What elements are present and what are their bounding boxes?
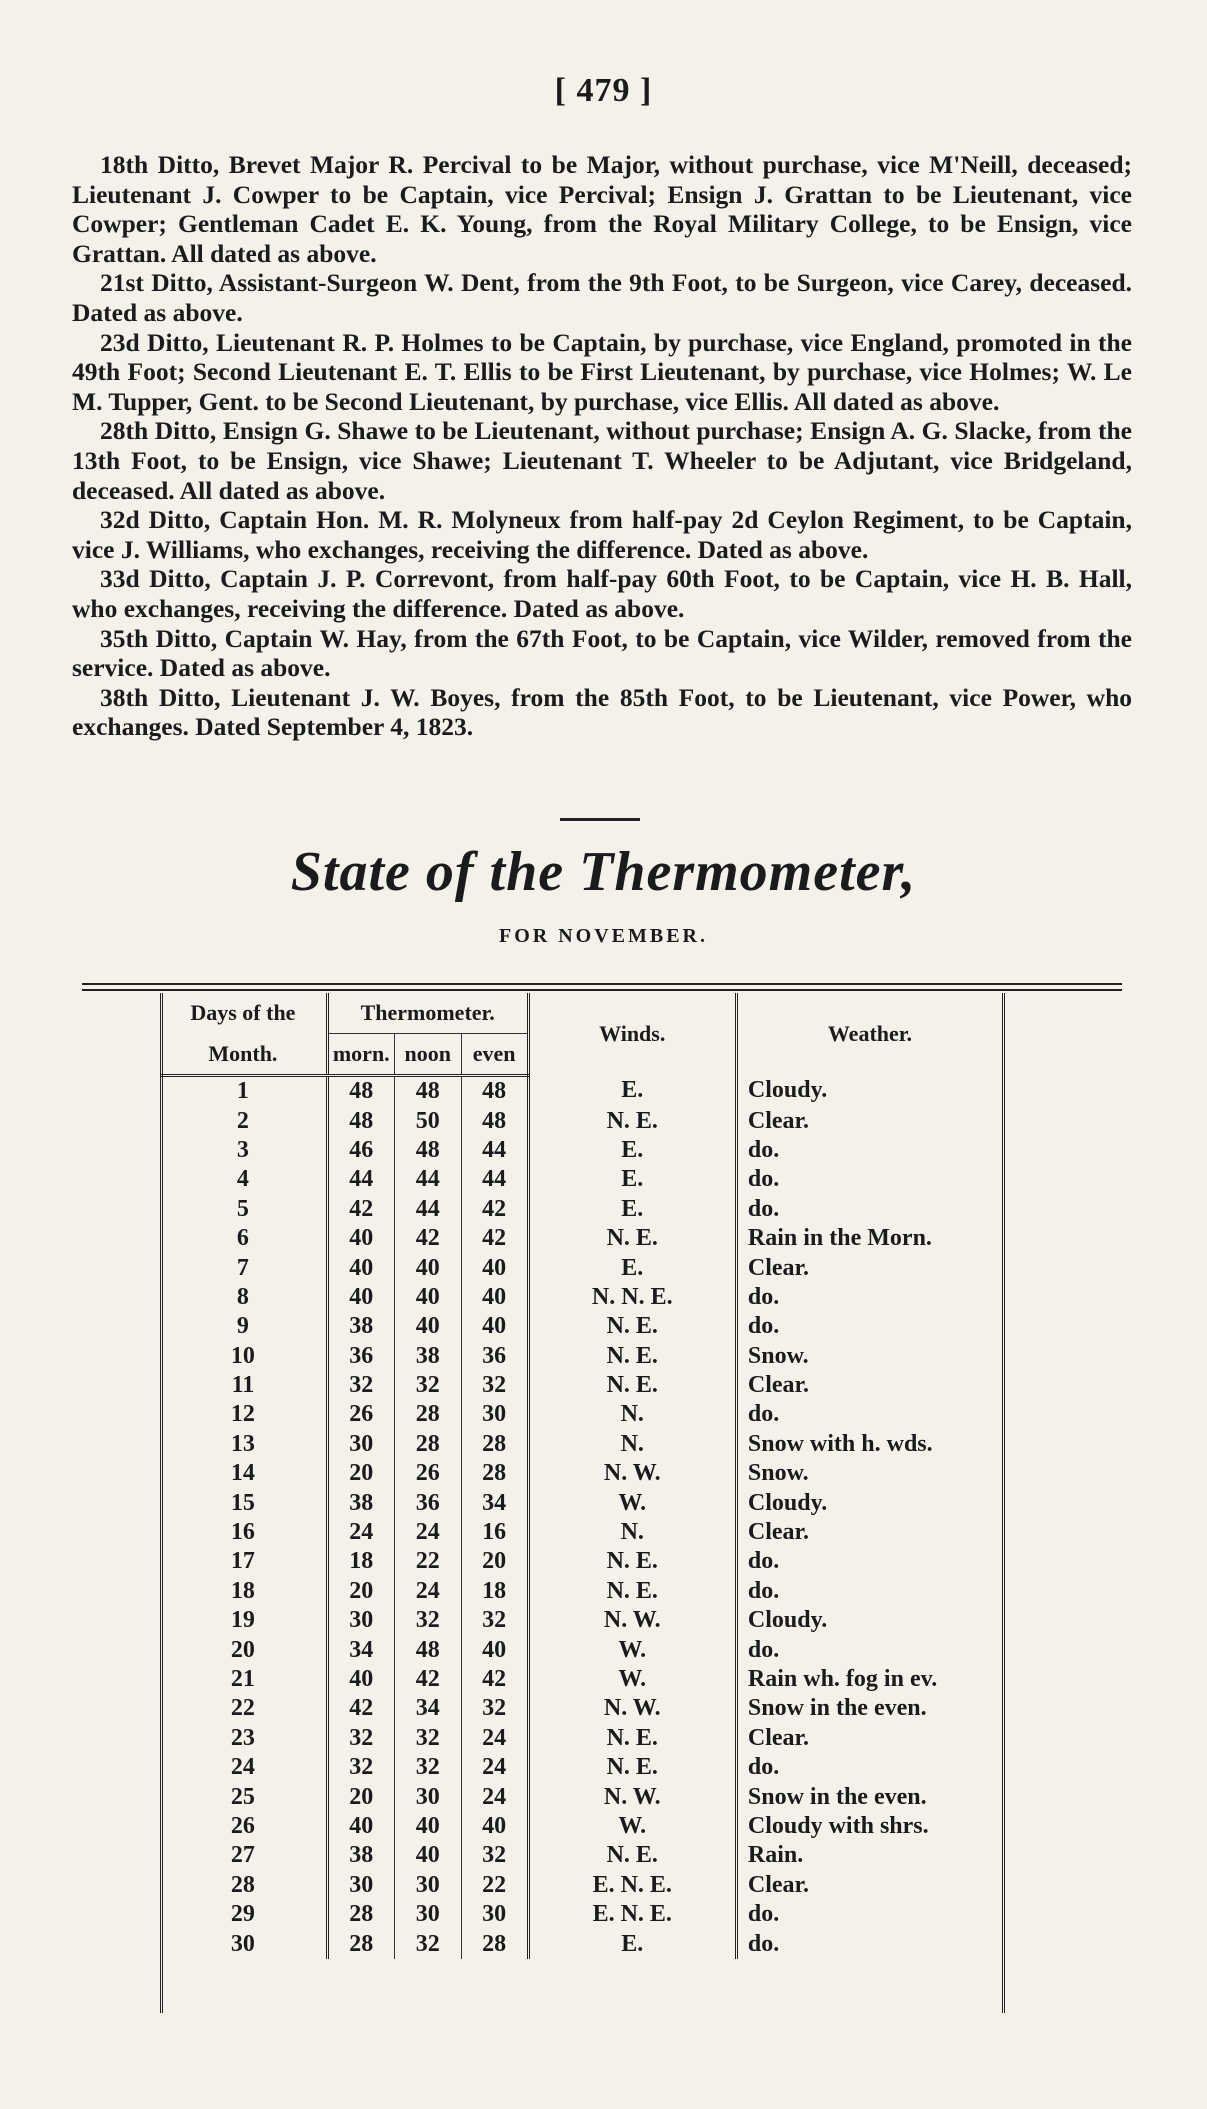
day-cell: 22 [230, 1695, 255, 1722]
noon-temp-cell: 40 [394, 1283, 461, 1312]
noon-temp-cell: 24 [394, 1518, 461, 1547]
morning-temp-cell: 36 [327, 1342, 394, 1371]
weather-cell: do. [736, 1547, 1002, 1576]
day-cell: 17 [230, 1548, 255, 1575]
morning-temp-cell: 38 [327, 1488, 394, 1517]
day-cell: 25 [230, 1783, 255, 1810]
entry-paragraph: 32d Ditto, Captain Hon. M. R. Molyneux from half-pay 2d Ceylon Regiment, to be Captain, vice J. Williams, who exchanges, receiving the difference. Dated as above. [72, 505, 1132, 564]
noon-temp-cell: 40 [394, 1841, 461, 1870]
weather-cell: do. [736, 1753, 1002, 1782]
table-row [160, 1312, 1002, 1341]
morning-temp-cell: 40 [327, 1224, 394, 1253]
thermometer-table [160, 993, 1002, 1959]
table-row [160, 1724, 1002, 1753]
day-cell: 26 [230, 1812, 255, 1839]
thermometer-table-body [160, 1076, 1002, 1959]
entry-paragraph: 38th Ditto, Lieutenant J. W. Boyes, from the 85th Foot, to be Lieutenant, vice Power, who exchanges. Dated September 4, 1823. [72, 682, 1132, 742]
weather-cell: Clear. [736, 1253, 1002, 1282]
evening-temp-cell: 34 [461, 1488, 528, 1517]
weather-cell: Snow in the even. [736, 1694, 1002, 1723]
weather-cell: Cloudy with shrs. [736, 1812, 1002, 1841]
entry-paragraph: 18th Ditto, Brevet Major R. Percival to be Major, without purchase, vice M'Neill, deceased; Lieutenant J. Cowper to be Captain, vice Percival; Ensign J. Grattan to be Lieutenant, vice Cowper; Gentleman Cadet E. K. Young, from the Royal Military College, to be Ensign, vice Grattan. All dated as above. [72, 150, 1132, 268]
day-cell: 21 [230, 1666, 255, 1692]
weather-cell: Clear. [736, 1371, 1002, 1400]
wind-cell: E. [621, 1195, 644, 1222]
header-days: Days of the [190, 1000, 296, 1026]
day-cell: 29 [230, 1901, 255, 1928]
thermometer-table-container [160, 993, 1002, 2013]
morning-temp-cell: 48 [327, 1076, 394, 1107]
day-cell: 6 [236, 1225, 249, 1252]
weather-cell: Clear. [736, 1871, 1002, 1900]
noon-temp-cell: 48 [394, 1076, 461, 1107]
noon-temp-cell: 30 [394, 1782, 461, 1811]
noon-temp-cell: 40 [394, 1812, 461, 1841]
evening-temp-cell: 40 [461, 1312, 528, 1341]
morning-temp-cell: 20 [327, 1577, 394, 1606]
morning-temp-cell: 44 [327, 1165, 394, 1194]
evening-temp-cell: 18 [461, 1577, 528, 1606]
header-morn: morn. [327, 1034, 394, 1076]
wind-cell: N. E. [606, 1342, 658, 1369]
table-row [160, 1841, 1002, 1870]
evening-temp-cell: 22 [461, 1871, 528, 1900]
morning-temp-cell: 20 [327, 1459, 394, 1488]
evening-temp-cell: 40 [461, 1635, 528, 1664]
page-number: [ 479 ] [554, 72, 653, 109]
evening-temp-cell: 20 [461, 1547, 528, 1576]
day-cell: 9 [236, 1313, 249, 1340]
noon-temp-cell: 44 [394, 1165, 461, 1194]
table-right-border [1002, 993, 1005, 2013]
weather-cell: Snow in the even. [736, 1782, 1002, 1811]
entry-paragraph: 33d Ditto, Captain J. P. Correvont, from half-pay 60th Foot, to be Captain, vice H. B. Hall, who exchanges, receiving the difference. Dated as above. [72, 564, 1132, 623]
weather-cell: do. [736, 1929, 1002, 1958]
entry-paragraph: 23d Ditto, Lieutenant R. P. Holmes to be Captain, by purchase, vice England, promoted in the 49th Foot; Second Lieutenant E. T. Ellis to be First Lieutenant, by purchase, vice Holmes; W. Le M. Tupper, Gent. to be Second Lieutenant, by purchase, vice Ellis. All dated as above. [72, 327, 1132, 416]
noon-temp-cell: 48 [394, 1136, 461, 1165]
evening-temp-cell: 48 [461, 1106, 528, 1135]
evening-temp-cell: 40 [461, 1283, 528, 1312]
morning-temp-cell: 32 [327, 1724, 394, 1753]
noon-temp-cell: 32 [394, 1724, 461, 1753]
day-cell: 14 [230, 1460, 255, 1487]
table-row [160, 1459, 1002, 1488]
evening-temp-cell: 24 [461, 1782, 528, 1811]
table-row [160, 1488, 1002, 1517]
morning-temp-cell: 48 [327, 1106, 394, 1135]
wind-cell: E. [621, 1930, 644, 1957]
noon-temp-cell: 24 [394, 1577, 461, 1606]
wind-cell: W. [618, 1666, 647, 1692]
day-cell: 1 [236, 1078, 249, 1105]
section-divider [560, 818, 640, 821]
wind-cell: N. [620, 1401, 644, 1428]
noon-temp-cell: 42 [394, 1665, 461, 1694]
wind-cell: W. [618, 1812, 647, 1839]
table-row [160, 1900, 1002, 1929]
noon-temp-cell: 40 [394, 1253, 461, 1282]
day-cell: 23 [230, 1724, 255, 1751]
day-cell: 8 [236, 1283, 249, 1310]
table-row [160, 1371, 1002, 1400]
wind-cell: N. E. [606, 1754, 658, 1781]
weather-cell: Rain in the Morn. [736, 1224, 1002, 1253]
wind-cell: E. [621, 1077, 644, 1104]
evening-temp-cell: 24 [461, 1724, 528, 1753]
evening-temp-cell: 32 [461, 1694, 528, 1723]
table-row [160, 1547, 1002, 1576]
weather-cell: Snow. [736, 1342, 1002, 1371]
header-winds: Winds. [599, 1021, 666, 1047]
noon-temp-cell: 42 [394, 1224, 461, 1253]
weather-cell: do. [736, 1312, 1002, 1341]
wind-cell: N. E. [606, 1225, 658, 1252]
weather-cell: Cloudy. [736, 1076, 1002, 1107]
noon-temp-cell: 32 [394, 1371, 461, 1400]
header-noon: noon [394, 1034, 461, 1076]
header-weather: Weather. [736, 993, 1002, 1076]
noon-temp-cell: 28 [394, 1430, 461, 1459]
morning-temp-cell: 38 [327, 1841, 394, 1870]
wind-cell: N. W. [603, 1695, 661, 1722]
section-title: State of the Thermometer, [290, 841, 917, 903]
noon-temp-cell: 26 [394, 1459, 461, 1488]
table-row [160, 1430, 1002, 1459]
day-cell: 28 [230, 1871, 255, 1898]
day-cell: 16 [230, 1519, 255, 1546]
evening-temp-cell: 42 [461, 1195, 528, 1224]
wind-cell: N. E. [606, 1842, 658, 1869]
wind-cell: W. [618, 1489, 647, 1516]
weather-cell: Clear. [736, 1106, 1002, 1135]
weather-cell: Clear. [736, 1518, 1002, 1547]
table-row [160, 1283, 1002, 1312]
day-cell: 15 [230, 1489, 255, 1516]
evening-temp-cell: 48 [461, 1076, 528, 1107]
day-cell: 5 [236, 1195, 249, 1222]
evening-temp-cell: 28 [461, 1929, 528, 1958]
table-row [160, 1665, 1002, 1694]
day-cell: 10 [230, 1342, 255, 1369]
morning-temp-cell: 40 [327, 1253, 394, 1282]
evening-temp-cell: 32 [461, 1371, 528, 1400]
day-cell: 7 [236, 1254, 249, 1281]
evening-temp-cell: 42 [461, 1224, 528, 1253]
wind-cell: N. W. [603, 1460, 661, 1487]
morning-temp-cell: 46 [327, 1136, 394, 1165]
morning-temp-cell: 24 [327, 1518, 394, 1547]
day-cell: 19 [230, 1607, 255, 1634]
morning-temp-cell: 34 [327, 1635, 394, 1664]
day-cell: 18 [230, 1577, 255, 1604]
wind-cell: N. E. [606, 1577, 658, 1604]
noon-temp-cell: 32 [394, 1606, 461, 1635]
weather-cell: Clear. [736, 1724, 1002, 1753]
noon-temp-cell: 44 [394, 1195, 461, 1224]
table-row [160, 1224, 1002, 1253]
wind-cell: N. W. [603, 1607, 661, 1634]
morning-temp-cell: 38 [327, 1312, 394, 1341]
noon-temp-cell: 30 [394, 1900, 461, 1929]
day-cell: 2 [236, 1107, 249, 1134]
table-row [160, 1136, 1002, 1165]
day-cell: 30 [230, 1930, 255, 1957]
weather-cell: do. [736, 1900, 1002, 1929]
weather-cell: do. [736, 1136, 1002, 1165]
evening-temp-cell: 40 [461, 1812, 528, 1841]
evening-temp-cell: 30 [461, 1900, 528, 1929]
evening-temp-cell: 28 [461, 1459, 528, 1488]
day-cell: 24 [230, 1754, 255, 1781]
noon-temp-cell: 38 [394, 1342, 461, 1371]
morning-temp-cell: 26 [327, 1400, 394, 1429]
table-row [160, 1635, 1002, 1664]
evening-temp-cell: 28 [461, 1430, 528, 1459]
table-row [160, 1195, 1002, 1224]
morning-temp-cell: 18 [327, 1547, 394, 1576]
day-cell: 3 [236, 1136, 249, 1163]
evening-temp-cell: 32 [461, 1841, 528, 1870]
evening-temp-cell: 42 [461, 1665, 528, 1694]
morning-temp-cell: 40 [327, 1812, 394, 1841]
wind-cell: N. [620, 1430, 644, 1457]
wind-cell: E. [621, 1166, 644, 1193]
noon-temp-cell: 32 [394, 1929, 461, 1958]
table-row [160, 1518, 1002, 1547]
morning-temp-cell: 20 [327, 1782, 394, 1811]
table-row [160, 1076, 1002, 1107]
morning-temp-cell: 32 [327, 1753, 394, 1782]
evening-temp-cell: 40 [461, 1253, 528, 1282]
wind-cell: E. N. E. [592, 1901, 672, 1928]
table-row [160, 1871, 1002, 1900]
wind-cell: N. E. [606, 1724, 658, 1751]
noon-temp-cell: 22 [394, 1547, 461, 1576]
table-row [160, 1400, 1002, 1429]
wind-cell: W. [618, 1636, 647, 1663]
noon-temp-cell: 36 [394, 1488, 461, 1517]
table-row [160, 1253, 1002, 1282]
morning-temp-cell: 28 [327, 1929, 394, 1958]
table-row [160, 1753, 1002, 1782]
entry-paragraph: 21st Ditto, Assistant-Surgeon W. Dent, from the 9th Foot, to be Surgeon, vice Carey, deceased. Dated as above. [72, 268, 1132, 327]
evening-temp-cell: 32 [461, 1606, 528, 1635]
wind-cell: N. E. [606, 1548, 658, 1575]
morning-temp-cell: 30 [327, 1430, 394, 1459]
wind-cell: N. E. [606, 1372, 658, 1399]
noon-temp-cell: 48 [394, 1635, 461, 1664]
gazette-entries [72, 150, 1132, 742]
morning-temp-cell: 42 [327, 1195, 394, 1224]
weather-cell: Rain wh. fog in ev. [736, 1665, 1002, 1694]
table-row [160, 1812, 1002, 1841]
table-row [160, 1165, 1002, 1194]
header-month: Month. [160, 1034, 327, 1076]
weather-cell: Snow. [736, 1459, 1002, 1488]
wind-cell: N. E. [606, 1313, 658, 1340]
weather-cell: Cloudy. [736, 1488, 1002, 1517]
evening-temp-cell: 16 [461, 1518, 528, 1547]
evening-temp-cell: 30 [461, 1400, 528, 1429]
wind-cell: N. W. [603, 1783, 661, 1810]
table-row [160, 1606, 1002, 1635]
noon-temp-cell: 50 [394, 1106, 461, 1135]
wind-cell: N. E. [606, 1107, 658, 1134]
day-cell: 4 [236, 1166, 249, 1193]
day-cell: 12 [230, 1401, 255, 1428]
evening-temp-cell: 44 [461, 1136, 528, 1165]
wind-cell: E. N. E. [592, 1871, 672, 1898]
table-row [160, 1782, 1002, 1811]
morning-temp-cell: 30 [327, 1606, 394, 1635]
weather-cell: do. [736, 1635, 1002, 1664]
section-subtitle: FOR NOVEMBER. [499, 925, 708, 947]
day-cell: 13 [230, 1430, 255, 1457]
evening-temp-cell: 36 [461, 1342, 528, 1371]
weather-cell: Cloudy. [736, 1606, 1002, 1635]
morning-temp-cell: 40 [327, 1665, 394, 1694]
day-cell: 11 [231, 1372, 255, 1399]
day-cell: 20 [230, 1636, 255, 1663]
morning-temp-cell: 32 [327, 1371, 394, 1400]
weather-cell: do. [736, 1400, 1002, 1429]
noon-temp-cell: 40 [394, 1312, 461, 1341]
table-top-rule [82, 983, 1122, 991]
day-cell: 27 [230, 1842, 255, 1869]
entry-paragraph: 28th Ditto, Ensign G. Shawe to be Lieutenant, without purchase; Ensign A. G. Slacke, from the 13th Foot, to be Ensign, vice Shawe; Lieutenant T. Wheeler to be Adjutant, vice Bridgeland, deceased. All dated as above. [72, 416, 1132, 505]
noon-temp-cell: 30 [394, 1871, 461, 1900]
evening-temp-cell: 24 [461, 1753, 528, 1782]
noon-temp-cell: 28 [394, 1400, 461, 1429]
weather-cell: Rain. [736, 1841, 1002, 1870]
wind-cell: N. N. E. [591, 1283, 673, 1310]
noon-temp-cell: 34 [394, 1694, 461, 1723]
morning-temp-cell: 28 [327, 1900, 394, 1929]
weather-cell: do. [736, 1577, 1002, 1606]
noon-temp-cell: 32 [394, 1753, 461, 1782]
wind-cell: E. [621, 1136, 644, 1163]
header-even: even [461, 1034, 528, 1076]
morning-temp-cell: 40 [327, 1283, 394, 1312]
table-row [160, 1342, 1002, 1371]
morning-temp-cell: 30 [327, 1871, 394, 1900]
table-row [160, 1106, 1002, 1135]
wind-cell: E. [621, 1254, 644, 1281]
evening-temp-cell: 44 [461, 1165, 528, 1194]
wind-cell: N. [620, 1519, 644, 1546]
weather-cell: do. [736, 1195, 1002, 1224]
table-row [160, 1577, 1002, 1606]
weather-cell: Snow with h. wds. [736, 1430, 1002, 1459]
table-row [160, 1929, 1002, 1958]
weather-cell: do. [736, 1165, 1002, 1194]
entry-paragraph: 35th Ditto, Captain W. Hay, from the 67th Foot, to be Captain, vice Wilder, removed from the service. Dated as above. [72, 623, 1132, 683]
morning-temp-cell: 42 [327, 1694, 394, 1723]
table-row [160, 1694, 1002, 1723]
weather-cell: do. [736, 1283, 1002, 1312]
header-thermometer: Thermometer. [327, 993, 528, 1034]
